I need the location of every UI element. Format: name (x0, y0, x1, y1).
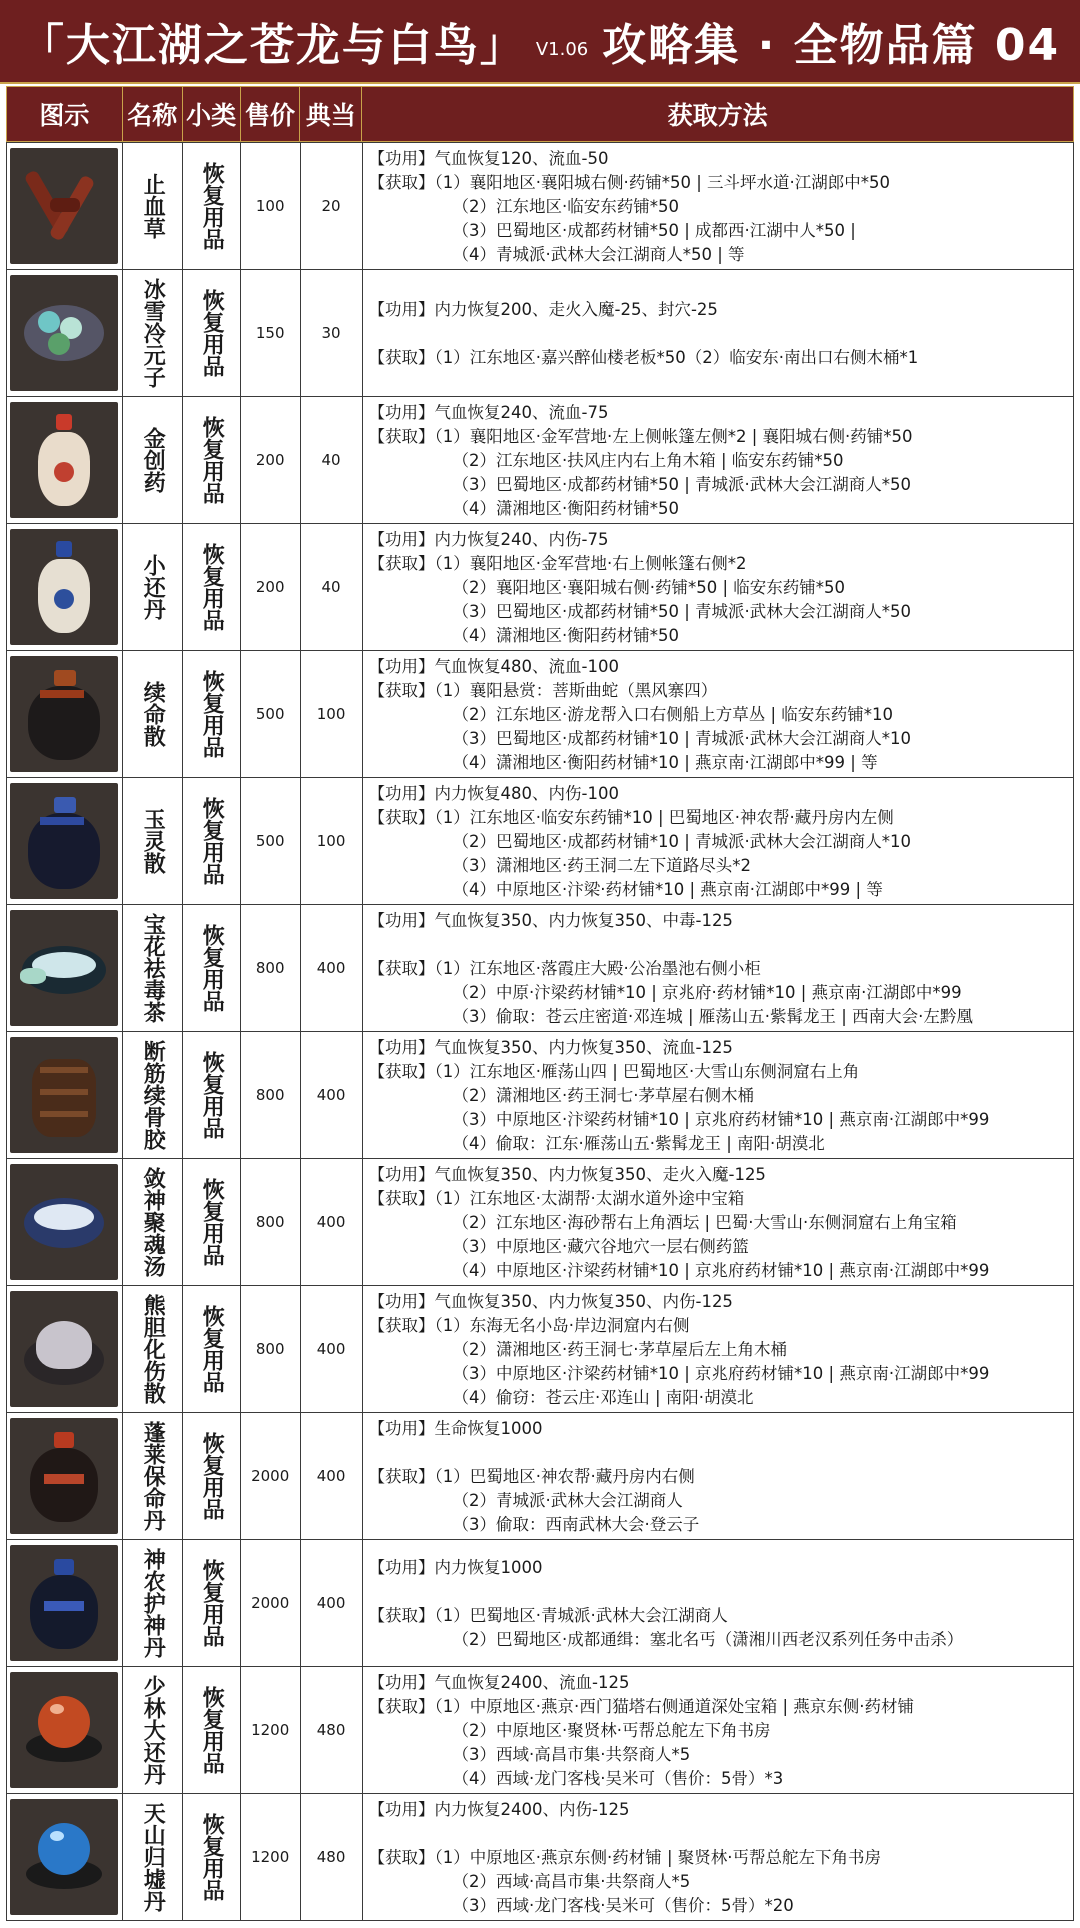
item-price: 100 (241, 143, 301, 269)
item-acquire-line: （4）西域·龙门客栈·吴米可（售价：5骨）*3 (452, 1769, 784, 1788)
jar-icon (10, 1037, 118, 1153)
header-icon: 图示 (7, 87, 123, 141)
item-price: 2000 (241, 1540, 301, 1666)
item-effect: 【功用】气血恢复350、内力恢复350、走火入魔-125 (368, 1165, 766, 1184)
table-row (7, 1285, 1073, 1412)
blue-gourd-icon (10, 529, 118, 645)
item-acquire-line: （3）巴蜀地区·成都药材铺*10 | 青城派·武林大会江湖商人*10 (452, 729, 912, 748)
tea-bowl-icon (10, 910, 118, 1026)
table-row (7, 650, 1073, 777)
item-effect: 【功用】内力恢复2400、内伤-125 (368, 1800, 630, 1819)
item-effect: 【功用】生命恢复1000 (368, 1419, 543, 1438)
item-price: 1200 (241, 1667, 301, 1793)
item-price: 150 (241, 270, 301, 396)
item-effect: 【功用】气血恢复120、流血-50 (368, 149, 609, 168)
item-icon-cell (7, 1413, 123, 1539)
item-acquire-line: （4）潇湘地区·衡阳药材铺*10 | 燕京南·江湖郎中*99 | 等 (452, 753, 878, 772)
item-pawn: 480 (301, 1667, 363, 1793)
item-icon-cell (7, 778, 123, 904)
item-acquire-line: （2）青城派·武林大会江湖商人 (452, 1491, 683, 1510)
item-acquire-line: （4）潇湘地区·衡阳药材铺*50 (452, 626, 679, 645)
item-effect: 【功用】气血恢复240、流血-75 (368, 403, 609, 422)
item-pawn: 30 (301, 270, 363, 396)
items-table (6, 142, 1074, 1921)
item-acquire (363, 1159, 1074, 1285)
item-name: 续命散 (123, 651, 183, 777)
item-acquire-line: 【获取】（1）中原地区·燕京东侧·药材铺 | 聚贤林·丐帮总舵左下角书房 (368, 1848, 882, 1867)
item-effect: 【功用】内力恢复480、内伤-100 (368, 784, 619, 803)
item-name: 玉灵散 (123, 778, 183, 904)
item-pawn: 400 (301, 905, 363, 1031)
item-acquire-line: 【获取】（1）巴蜀地区·青城派·武林大会江湖商人 (368, 1606, 728, 1625)
item-name: 冰雪冷元子 (123, 270, 183, 396)
item-name: 天山归墟丹 (123, 1794, 183, 1920)
item-acquire-line: （3）潇湘地区·药王洞二左下道路尽头*2 (452, 856, 751, 875)
item-acquire-line: （2）巴蜀地区·成都药材铺*10 | 青城派·武林大会江湖商人*10 (452, 832, 912, 851)
item-acquire-line: （2）襄阳地区·襄阳城右侧·药铺*50 | 临安东药铺*50 (452, 578, 846, 597)
item-acquire (363, 1540, 1074, 1666)
item-acquire-line: （2）江东地区·海砂帮右上角酒坛 | 巴蜀·大雪山·东侧洞窟右上角宝箱 (452, 1213, 957, 1232)
item-name: 止血草 (123, 143, 183, 269)
header-category: 小类 (183, 87, 241, 141)
header-acquire: 获取方法 (667, 101, 768, 130)
item-name: 熊胆化伤散 (123, 1286, 183, 1412)
item-acquire-line: （2）中原·汴梁药材铺*10 | 京兆府·药材铺*10 | 燕京南·江湖郎中*99 (452, 983, 962, 1002)
item-effect: 【功用】气血恢复480、流血-100 (368, 657, 619, 676)
item-acquire (363, 143, 1074, 269)
item-acquire-line: 【获取】（1）江东地区·雁荡山四 | 巴蜀地区·大雪山东侧洞窟右上角 (368, 1062, 860, 1081)
item-acquire-line: （3）偷取：苍云庄密道·邓连城 | 雁荡山五·紫髯龙王 | 西南大会·左黔凰 (452, 1007, 973, 1026)
item-category: 恢复用品 (183, 143, 241, 269)
item-category: 恢复用品 (183, 905, 241, 1031)
table-row (7, 1539, 1073, 1666)
page-subtitle: 攻略集 · 全物品篇 04 (602, 20, 1061, 71)
item-icon-cell (7, 1159, 123, 1285)
item-category: 恢复用品 (183, 778, 241, 904)
item-name: 小还丹 (123, 524, 183, 650)
item-name: 断筋续骨胶 (123, 1032, 183, 1158)
item-pawn: 100 (301, 778, 363, 904)
table-row (7, 1158, 1073, 1285)
table-row (7, 904, 1073, 1031)
item-icon-cell (7, 524, 123, 650)
page-title: 「大江湖之苍龙与白鸟」 (19, 20, 526, 71)
header-price: 售价 (241, 87, 301, 141)
item-acquire (363, 651, 1074, 777)
item-acquire-line: （2）江东地区·临安东药铺*50 (452, 197, 679, 216)
item-acquire (363, 524, 1074, 650)
powder-pile-icon (10, 1291, 118, 1407)
item-acquire (363, 778, 1074, 904)
table-row (7, 1793, 1073, 1920)
red-gourd-icon (10, 402, 118, 518)
item-price: 500 (241, 778, 301, 904)
item-icon-cell (7, 1032, 123, 1158)
item-icon-cell (7, 1667, 123, 1793)
item-effect: 【功用】气血恢复350、内力恢复350、流血-125 (368, 1038, 733, 1057)
item-acquire-line: （3）巴蜀地区·成都药材铺*50 | 成都西·江湖中人*50 | (452, 221, 856, 240)
item-acquire (363, 270, 1074, 396)
item-acquire (363, 1794, 1074, 1920)
blue-bottle-icon (10, 1545, 118, 1661)
item-acquire-line: （3）巴蜀地区·成都药材铺*50 | 青城派·武林大会江湖商人*50 (452, 475, 912, 494)
item-pawn: 400 (301, 1286, 363, 1412)
item-effect: 【功用】内力恢复240、内伤-75 (368, 530, 609, 549)
item-acquire (363, 1032, 1074, 1158)
item-icon-cell (7, 1794, 123, 1920)
item-icon-cell (7, 1540, 123, 1666)
title-bar (0, 0, 1080, 84)
item-acquire-line: （3）偷取：西南武林大会·登云子 (452, 1515, 700, 1534)
table-row (7, 396, 1073, 523)
item-name: 金创药 (123, 397, 183, 523)
version-label: V1.06 (535, 38, 589, 60)
item-acquire (363, 397, 1074, 523)
item-name: 蓬莱保命丹 (123, 1413, 183, 1539)
item-effect: 【功用】内力恢复1000 (368, 1558, 543, 1577)
soup-bowl-icon (10, 1164, 118, 1280)
item-category: 恢复用品 (183, 1667, 241, 1793)
item-pawn: 20 (301, 143, 363, 269)
item-acquire-line: （2）潇湘地区·药王洞七·茅草屋右侧木桶 (452, 1086, 754, 1105)
item-category: 恢复用品 (183, 1794, 241, 1920)
header-pawn: 典当 (300, 87, 362, 141)
red-bottle-icon (10, 1418, 118, 1534)
item-effect: 【功用】气血恢复350、内力恢复350、中毒-125 (368, 911, 733, 930)
item-icon-cell (7, 397, 123, 523)
item-icon-cell (7, 143, 123, 269)
item-category: 恢复用品 (183, 270, 241, 396)
table-row (7, 523, 1073, 650)
item-pawn: 40 (301, 524, 363, 650)
item-acquire-line: （2）巴蜀地区·成都通缉：塞北名丐（潇湘川西老汉系列任务中击杀） (452, 1630, 964, 1649)
item-category: 恢复用品 (183, 397, 241, 523)
item-acquire-line: 【获取】（1）襄阳地区·金军营地·右上侧帐篷右侧*2 (368, 554, 747, 573)
table-header (6, 86, 1074, 142)
item-icon-cell (7, 905, 123, 1031)
item-acquire-line: （3）西域·龙门客栈·吴米可（售价：5骨）*20 (452, 1896, 794, 1915)
item-acquire-line: 【获取】（1）东海无名小岛·岸边洞窟内右侧 (368, 1316, 690, 1335)
item-pawn: 400 (301, 1413, 363, 1539)
item-acquire-line: （4）中原地区·汴梁药材铺*10 | 京兆府药材铺*10 | 燕京南·江湖郎中*99 (452, 1261, 990, 1280)
item-price: 800 (241, 1032, 301, 1158)
item-icon-cell (7, 1286, 123, 1412)
item-price: 1200 (241, 1794, 301, 1920)
item-acquire-line: （2）江东地区·扶风庄内右上角木箱 | 临安东药铺*50 (452, 451, 844, 470)
red-orb-icon (10, 1672, 118, 1788)
item-acquire-line: （3）西域·高昌市集·共祭商人*5 (452, 1745, 691, 1764)
item-price: 200 (241, 397, 301, 523)
item-name: 敛神聚魂汤 (123, 1159, 183, 1285)
item-acquire-line: （3）中原地区·汴梁药材铺*10 | 京兆府药材铺*10 | 燕京南·江湖郎中*99 (452, 1364, 990, 1383)
table-row (7, 1666, 1073, 1793)
item-price: 500 (241, 651, 301, 777)
table-row (7, 142, 1073, 269)
item-price: 800 (241, 905, 301, 1031)
item-acquire-line: （4）偷取：江东·雁荡山五·紫髯龙王 | 南阳·胡漠北 (452, 1134, 825, 1153)
dark-pouch-icon (10, 656, 118, 772)
blue-orb-icon (10, 1799, 118, 1915)
item-category: 恢复用品 (183, 1540, 241, 1666)
item-pawn: 400 (301, 1540, 363, 1666)
item-effect: 【功用】内力恢复200、走火入魔-25、封穴-25 (368, 300, 718, 319)
table-row (7, 1412, 1073, 1539)
item-category: 恢复用品 (183, 1286, 241, 1412)
item-acquire-line: 【获取】（1）襄阳地区·襄阳城右侧·药铺*50 | 三斗坪水道·江湖郎中*50 (368, 173, 891, 192)
item-category: 恢复用品 (183, 1032, 241, 1158)
item-acquire-line: （4）中原地区·汴梁·药材铺*10 | 燕京南·江湖郎中*99 | 等 (452, 880, 883, 899)
item-icon-cell (7, 651, 123, 777)
item-price: 200 (241, 524, 301, 650)
item-acquire-line: （4）青城派·武林大会江湖商人*50 | 等 (452, 245, 745, 264)
item-pawn: 400 (301, 1159, 363, 1285)
item-pawn: 100 (301, 651, 363, 777)
item-acquire-line: 【获取】（1）巴蜀地区·神农帮·藏丹房内右侧 (368, 1467, 695, 1486)
table-row (7, 1031, 1073, 1158)
item-category: 恢复用品 (183, 1159, 241, 1285)
item-effect: 【功用】气血恢复350、内力恢复350、内伤-125 (368, 1292, 733, 1311)
item-acquire-line: （2）潇湘地区·药王洞七·茅草屋后左上角木桶 (452, 1340, 787, 1359)
item-acquire-line: 【获取】（1）襄阳悬赏：菩斯曲蛇（黑风寨四） (368, 681, 718, 700)
item-acquire-line: （3）中原地区·汴梁药材铺*10 | 京兆府药材铺*10 | 燕京南·江湖郎中*99 (452, 1110, 990, 1129)
item-acquire-line: （2）中原地区·聚贤林·丐帮总舵左下角书房 (452, 1721, 771, 1740)
item-name: 宝花祛毒茶 (123, 905, 183, 1031)
item-acquire-line: 【获取】（1）江东地区·嘉兴醉仙楼老板*50（2）临安东·南出口右侧木桶*1 (368, 348, 919, 367)
item-acquire (363, 1667, 1074, 1793)
item-acquire-line: （2）江东地区·游龙帮入口右侧船上方草丛 | 临安东药铺*10 (452, 705, 894, 724)
item-category: 恢复用品 (183, 1413, 241, 1539)
item-category: 恢复用品 (183, 524, 241, 650)
item-pawn: 400 (301, 1032, 363, 1158)
item-price: 2000 (241, 1413, 301, 1539)
table-row (7, 777, 1073, 904)
item-acquire-line: 【获取】（1）襄阳地区·金军营地·左上侧帐篷左侧*2 | 襄阳城右侧·药铺*50 (368, 427, 913, 446)
item-category: 恢复用品 (183, 651, 241, 777)
herb-icon (10, 148, 118, 264)
item-icon-cell (7, 270, 123, 396)
item-pawn: 480 (301, 1794, 363, 1920)
item-acquire-line: （4）潇湘地区·衡阳药材铺*50 (452, 499, 679, 518)
item-name: 神农护神丹 (123, 1540, 183, 1666)
item-acquire-line: 【获取】（1）江东地区·太湖帮·太湖水道外途中宝箱 (368, 1189, 745, 1208)
item-acquire-line: 【获取】（1）中原地区·燕京·西门猫塔右侧通道深处宝箱 | 燕京东侧·药材铺 (368, 1697, 915, 1716)
item-acquire (363, 1413, 1074, 1539)
item-acquire-line: （3）巴蜀地区·成都药材铺*50 | 青城派·武林大会江湖商人*50 (452, 602, 912, 621)
item-price: 800 (241, 1159, 301, 1285)
item-acquire-line: （2）西域·高昌市集·共祭商人*5 (452, 1872, 691, 1891)
item-pawn: 40 (301, 397, 363, 523)
item-price: 800 (241, 1286, 301, 1412)
item-acquire (363, 1286, 1074, 1412)
item-effect: 【功用】气血恢复2400、流血-125 (368, 1673, 630, 1692)
item-acquire-line: （3）中原地区·藏穴谷地穴一层右侧药篮 (452, 1237, 749, 1256)
ice-pill-icon (10, 275, 118, 391)
item-acquire (363, 905, 1074, 1031)
header-name: 名称 (123, 87, 183, 141)
item-acquire-line: 【获取】（1）江东地区·落霞庄大殿·公冶墨池右侧小柜 (368, 959, 761, 978)
table-row (7, 269, 1073, 396)
blue-pouch-icon (10, 783, 118, 899)
item-acquire-line: （4）偷窃：苍云庄·邓连山 | 南阳·胡漠北 (452, 1388, 754, 1407)
item-name: 少林大还丹 (123, 1667, 183, 1793)
item-acquire-line: 【获取】（1）江东地区·临安东药铺*10 | 巴蜀地区·神农帮·藏丹房内左侧 (368, 808, 894, 827)
